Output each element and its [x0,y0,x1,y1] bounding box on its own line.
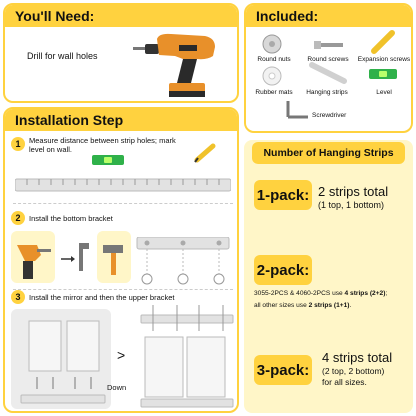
pack2-line2-b: 2 strips (1+1) [308,302,350,309]
installation-card [3,107,239,413]
included-label-hanging-strips: Hanging strips [306,89,348,96]
step-3-number: 3 [11,290,25,304]
pack2-line1-a: 3055-2PCS & 4060-2PCS use [254,290,345,297]
step-divider-1 [13,203,233,204]
pack2-line2-a: all other sizes use [254,302,309,309]
step-3-arrow: > [117,347,126,363]
pack3-main: 4 strips total [322,350,393,365]
measuring-strip-illustration [15,177,231,193]
mirror-after-illustration [137,305,237,409]
expansion-screw-icon [368,29,398,55]
drilling-illustration [11,231,131,283]
included-header [246,5,411,27]
pack2-line1-c: ; [385,290,388,297]
included-card [244,3,413,133]
installation-header [5,109,237,131]
you-need-header [5,5,237,27]
included-label-rubber-mats: Rubber mats [255,89,293,96]
pack1-main: 2 strips total [318,184,389,199]
strips-title-bar [252,142,405,164]
pack2-line2-c: . [349,302,352,309]
step-divider-2 [13,289,233,290]
included-label-screwdriver: Screwdriver [312,112,347,119]
round-nut-icon [260,33,284,55]
pack2-line1 [254,290,410,298]
included-label-round-nuts: Round nuts [257,56,291,63]
pack1-row [252,170,405,252]
bottom-bracket-illustration [133,237,233,285]
hanging-strip-icon [308,61,348,87]
step-1-number: 1 [11,137,25,151]
included-label-round-screws: Round screws [307,56,349,63]
round-screw-icon [310,33,346,55]
rubber-mat-icon [260,65,284,87]
pack1-sub: (1 top, 1 bottom) [318,200,385,210]
pack2-badge: 2-pack: [254,255,312,285]
installation-title: Installation Step [15,112,124,128]
drill-icon [127,29,237,101]
included-label-level: Level [376,89,392,96]
step-2-text: Install the bottom bracket [29,214,113,223]
step-2-number: 2 [11,211,25,225]
pack2-line1-b: 4 strips (2+2) [344,290,386,297]
included-title: Included: [256,8,319,24]
mirror-before-illustration [11,309,111,409]
pack3-badge: 3-pack: [254,355,312,385]
strips-title: Number of Hanging Strips [263,147,394,159]
included-label-expansion-screws: Expansion screws [357,56,411,63]
drill-label: Drill for wall holes [27,51,98,61]
down-label: Down [107,383,127,392]
pack3-sub2: for all sizes. [322,377,367,387]
step-1-text: Measure distance between strip holes; mark level on wall. [29,136,176,154]
strips-panel [244,140,413,413]
pack2-line2 [254,302,410,310]
you-need-title: You'll Need: [15,8,95,24]
you-need-card [3,3,239,103]
level-mark-icon [91,154,125,166]
pack1-badge: 1-pack: [254,180,312,210]
level-icon [368,67,398,81]
screwdriver-icon [284,97,312,123]
pack3-sub1: (2 top, 2 bottom) [322,366,385,376]
step-3-text: Install the mirror and then the upper bracket [29,293,175,302]
pencil-icon [193,142,219,164]
